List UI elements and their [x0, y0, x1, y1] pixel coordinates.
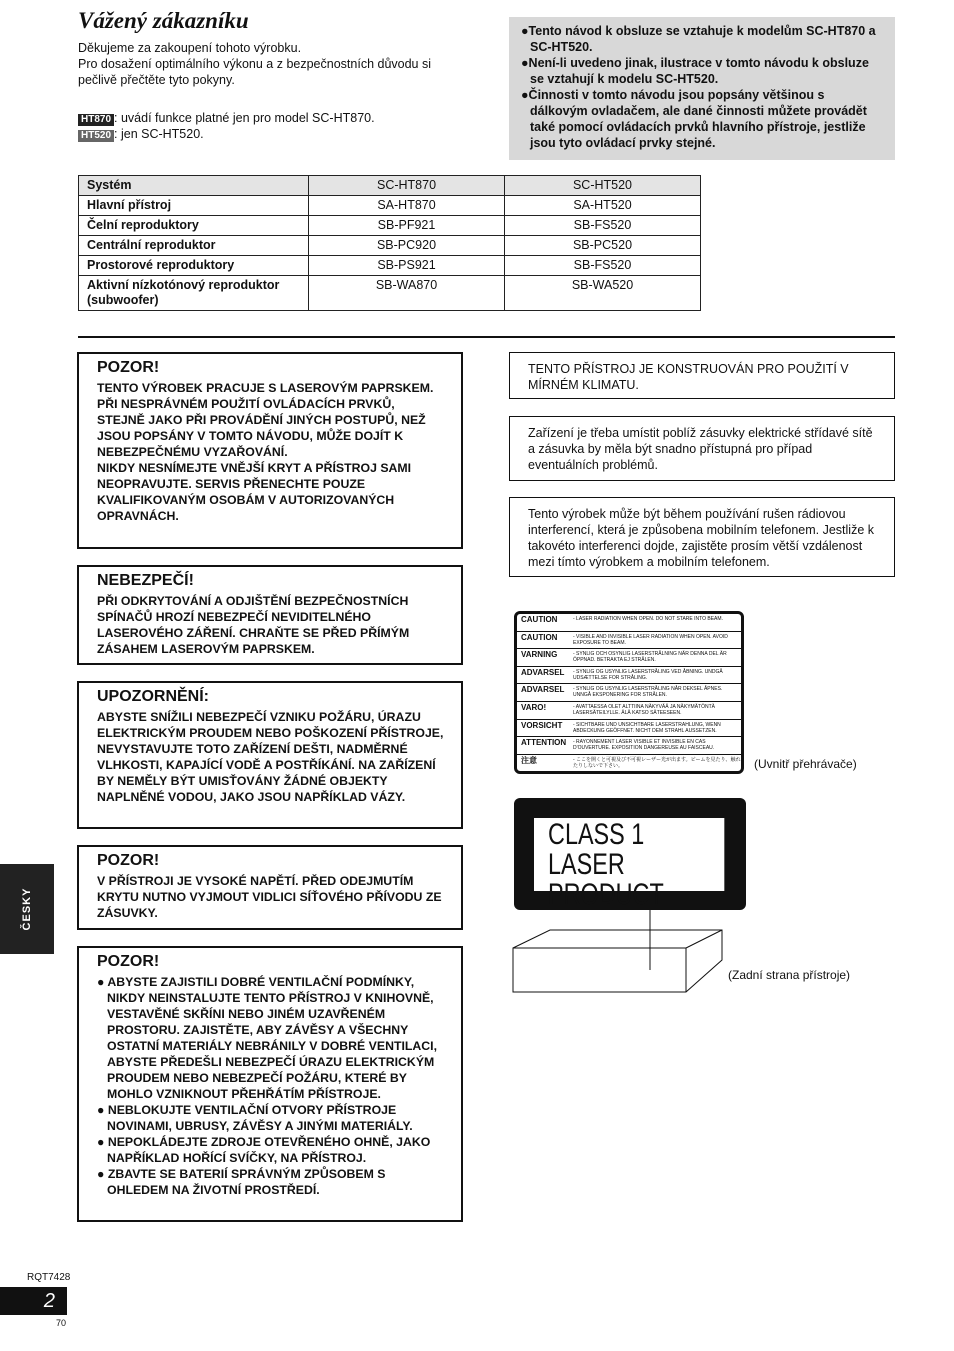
label-row	[517, 720, 741, 738]
legend-text: : uvádí funkce platné jen pro model SC-HT870.	[114, 111, 375, 125]
info-box-interference: Tento výrobek může být během používání rušen rádiovou interferencí, která je způsobena mobilním telefonem. Jestliže k takovéto interferenci dojde, zajistěte prosím větší vzdálenost mezi tímto výrobkem a mobilním telefonem.	[509, 497, 895, 577]
language-tab	[0, 864, 54, 954]
label-key: VORSICHT	[521, 720, 563, 730]
laser-warning-label	[514, 611, 744, 774]
table-cell: Prostorové reproduktory	[79, 256, 309, 276]
device-illustration	[510, 908, 725, 998]
label-row	[517, 649, 741, 667]
table-cell: Čelní reproduktory	[79, 216, 309, 236]
warning-list	[97, 974, 445, 1198]
warning-text: TENTO VÝROBEK PRACUJE S LASEROVÝM PAPRSKEM. PŘI NESPRÁVNÉM POUŽITÍ OVLÁDACÍCH PRVKŮ, STEJNĚ JAKO PŘI PROVÁDĚNÍ JINÝCH POSTUPŮ, NEŽ JSOU POPSÁNY V TOMTO NÁVODU, MŮŽE DOJÍT K NEBEZPEČNÉMU VYZAŘOVÁNÍ. NIKDY NESNÍMEJTE VNĚJŠÍ KRYT A PŘÍSTROJ SAMI NEOPRAVUJTE. SERVIS PŘENECHTE POUZE KVALIFIKOVANÝM OSOBÁM V AUTORIZOVANÝCH OPRAVNÁCH.	[97, 381, 434, 523]
table-cell: SC-HT520	[505, 176, 701, 196]
label-text: - SYNLIG OG USYNLIG LASERSTRÅLING NÅR DEKSEL ÅPNES. UNNGÅ EKSPONERING FOR STRÅLEN.	[573, 686, 723, 699]
ht520-tag: HT520	[78, 130, 114, 142]
label-key: VARO!	[521, 702, 547, 712]
label-row	[517, 614, 741, 632]
label-key: 注意	[521, 755, 537, 765]
warning-nebezpeci	[77, 565, 463, 665]
label-row	[517, 684, 741, 702]
notes-box	[509, 17, 895, 160]
table-row	[79, 176, 701, 196]
note-item: ●Tento návod k obsluze se vztahuje k modelům SC-HT870 a SC-HT520.	[521, 24, 876, 54]
warning-title: POZOR!	[97, 359, 160, 376]
table-cell: SB-PS921	[309, 256, 505, 276]
warning-text: ABYSTE SNÍŽILI NEBEZPEČÍ VZNIKU POŽÁRU, ÚRAZU ELEKTRICKÝM PROUDEM NEBO POŠKOZENÍ PŘÍSTROJE, NEVYSTAVUJTE TOTO ZAŘÍZENÍ DEŠTI, NADMĚRNÉ VLHKOSTI, KAPAJÍCÍ VODĚ A POSTŘÍKÁNÍ. NA ZAŘÍZENÍ BY NEMĚLY BÝT UMISŤOVÁNY ŽÁDNÉ OBJEKTY NAPLNĚNÉ VODOU, JAKO JSOU NAPŘÍKLAD VÁZY.	[97, 710, 444, 804]
label-text: - RAYONNEMENT LASER VISIBLE ET INVISIBLE EN CAS D'OUVERTURE. EXPOSITION DANGEREUSE AU FAISCEAU.	[573, 739, 715, 752]
warning-title: UPOZORNĚNÍ:	[97, 688, 209, 705]
table-row	[79, 236, 701, 256]
table-cell: SC-HT870	[309, 176, 505, 196]
label-text: - ここを開くと可視及び不可視レーザー光が出ます。ビームを見たり、触れたりしないで下さい。	[573, 756, 741, 769]
legend-item-ht870	[78, 110, 375, 126]
warning-title: POZOR!	[97, 852, 160, 869]
note-item: ●Činnosti v tomto návodu jsou popsány většinou s dálkovým ovladačem, ale dané činnosti můžete provádět také pomocí ovládacích prvků hlavního přístroje, jestliže jsou tyto ovládací prvky stejné.	[521, 88, 867, 150]
label-key: ADVARSEL	[521, 667, 565, 677]
list-item: ● ABYSTE ZAJISTILI DOBRÉ VENTILAČNÍ PODMÍNKY, NIKDY NEINSTALUJTE TENTO PŘÍSTROJ V KNIHOVNĚ, VESTAVĚNÉ SKŘÍNI NEBO JINÉM UZAVŘENÉM PROSTORU. ZAJISTĚTE, ABY ZÁVĚSY A VŠECHNY OSTATNÍ MATERIÁLY NEBRÁNILY V DOBRÉ VENTILACI, ABYSTE PŘEDEŠLI NEBEZPEČÍ ÚRAZU ELEKTRICKÝM PROUDEM NEBO NEBEZPEČÍ POŽÁRU, KTERÉ BY MOHLO VZNIKNOUT PŘEHŘÁTÍM PŘÍSTROJE.	[97, 975, 437, 1101]
class1-label-caption: (Zadní strana přístroje)	[728, 968, 851, 982]
page-title: Vážený zákazníku	[78, 8, 249, 33]
warning-title: POZOR!	[97, 953, 160, 970]
table-cell: SB-WA520	[505, 276, 701, 311]
table-cell: SB-PC520	[505, 236, 701, 256]
table-row	[79, 216, 701, 236]
label-text: - LASER RADIATION WHEN OPEN. DO NOT STARE INTO BEAM.	[573, 616, 723, 622]
section-divider	[78, 336, 895, 338]
class1-text	[534, 818, 724, 911]
model-table	[78, 175, 701, 311]
label-key: VARNING	[521, 650, 558, 660]
label-key: CAUTION	[521, 615, 558, 624]
list-item: ● NEBLOKUJTE VENTILAČNÍ OTVORY PŘÍSTROJE NOVINAMI, UBRUSY, ZÁVĚSY A JINÝMI MATERIÁLY.	[97, 1103, 413, 1133]
class1-label	[514, 798, 746, 910]
class1-line2: LASER PRODUCT	[548, 848, 664, 911]
warning-pozor-voltage	[77, 845, 463, 930]
legend-item-ht520	[78, 126, 375, 142]
label-text: - AVATTAESSA OLET ALTTIINA NÄKYVÄÄ JA NÄKYMÄTÖNTÄ LASERSÄTEILYLLE. ÄLÄ KATSO SÄTEESEEN.	[573, 703, 715, 716]
info-box-outlet: Zařízení je třeba umístit poblíž zásuvky elektrické střídavé sítě a zásuvka by měla být snadno přístupná pro případ eventuálních problémů.	[509, 416, 895, 481]
label-row	[517, 632, 741, 650]
table-cell: SB-FS520	[505, 256, 701, 276]
label-row	[517, 667, 741, 685]
table-cell: SB-FS520	[505, 216, 701, 236]
label-key: ATTENTION	[521, 738, 567, 748]
warning-pozor-laser	[77, 352, 463, 549]
page-number: 2	[0, 1287, 67, 1315]
list-item: ● ZBAVTE SE BATERIÍ SPRÁVNÝM ZPŮSOBEM S OHLEDEM NA ŽIVOTNÍ PROSTŘEDÍ.	[97, 1167, 386, 1197]
ht870-tag: HT870	[78, 114, 114, 126]
class1-line1: CLASS 1	[548, 818, 645, 851]
language-tab-label: ČESKY	[21, 887, 33, 931]
warning-pozor-ventilation	[77, 946, 463, 1222]
table-cell: SB-WA870	[309, 276, 505, 311]
laser-label-caption: (Uvnitř přehrávače)	[754, 757, 857, 771]
list-item: ● NEPOKLÁDEJTE ZDROJE OTEVŘENÉHO OHNĚ, JAKO NAPŘÍKLAD HOŘÍCÍ SVÍČKY, NA PŘÍSTROJ.	[97, 1135, 431, 1165]
warning-upozorneni	[77, 681, 463, 829]
page-subnumber: 70	[56, 1318, 67, 1328]
table-cell: Hlavní přístroj	[79, 196, 309, 216]
table-row	[79, 256, 701, 276]
label-text: - SICHTBARE UND UNSICHTBARE LASERSTRAHLUNG, WENN ABDECKUNG GEÖFFNET. NICHT DEM STRAHL AUSSETZEN.	[573, 721, 721, 734]
warning-text: PŘI ODKRYTOVÁNÍ A ODJIŠTĚNÍ BEZPEČNOSTNÍCH SPÍNAČŮ HROZÍ NEBEZPEČÍ NEVIDITELNÉHO LASEROVÉHO ZÁŘENÍ. CHRAŇTE SE PŘED PŘÍMÝM ZÁSAHEM LASEROVÝM PAPRSKEM.	[97, 594, 410, 656]
note-item: ●Není-li uvedeno jinak, ilustrace v tomto návodu k obsluze se vztahují k modelu SC-HT520.	[521, 56, 869, 86]
intro-text	[78, 40, 458, 88]
table-cell: SB-PC920	[309, 236, 505, 256]
table-cell: Aktivní nízkotónový reproduktor (subwoofer)	[79, 276, 309, 311]
table-row	[79, 196, 701, 216]
table-cell: SA-HT870	[309, 196, 505, 216]
label-key: CAUTION	[521, 632, 558, 642]
warning-text: V PŘÍSTROJI JE VYSOKÉ NAPĚTÍ. PŘED ODEJMUTÍM KRYTU NUTNO VYJMOUT VIDLICI SÍŤOVÉHO PŘÍVODU ZE ZÁSUVKY.	[97, 874, 442, 920]
model-legend	[78, 110, 375, 142]
label-text: - VISIBLE AND INVISIBLE LASER RADIATION WHEN OPEN. AVOID EXPOSURE TO BEAM.	[573, 633, 728, 646]
label-row	[517, 702, 741, 720]
table-cell: Systém	[79, 176, 309, 196]
table-cell: SB-PF921	[309, 216, 505, 236]
legend-text: : jen SC-HT520.	[114, 127, 204, 141]
warning-title: NEBEZPEČÍ!	[97, 572, 194, 589]
intro-line: Pro dosažení optimálního výkonu a z bezpečnostních důvodu si pečlivě přečtěte tyto pokyny.	[78, 57, 431, 87]
label-text: - SYNLIG OCH OSYNLIG LASERSTRÅLNING NÄR DENNA DEL ÄR ÖPPNAD. BETRAKTA EJ STRÅLEN.	[573, 651, 727, 664]
document-code: RQT7428	[27, 1272, 71, 1283]
table-cell: Centrální reproduktor	[79, 236, 309, 256]
info-box-climate: TENTO PŘÍSTROJ JE KONSTRUOVÁN PRO POUŽITÍ V MÍRNÉM KLIMATU.	[509, 352, 895, 399]
label-text: - SYNLIG OG USYNLIG LASERSTRÅLING VED ÅBNING. UNDGÅ UDSÆTTELSE FOR STRÅLING.	[573, 668, 723, 681]
label-row	[517, 755, 741, 772]
table-row	[79, 276, 701, 311]
label-key: ADVARSEL	[521, 685, 565, 695]
intro-line: Děkujeme za zakoupení tohoto výrobku.	[78, 41, 302, 55]
table-cell: SA-HT520	[505, 196, 701, 216]
label-row	[517, 737, 741, 755]
